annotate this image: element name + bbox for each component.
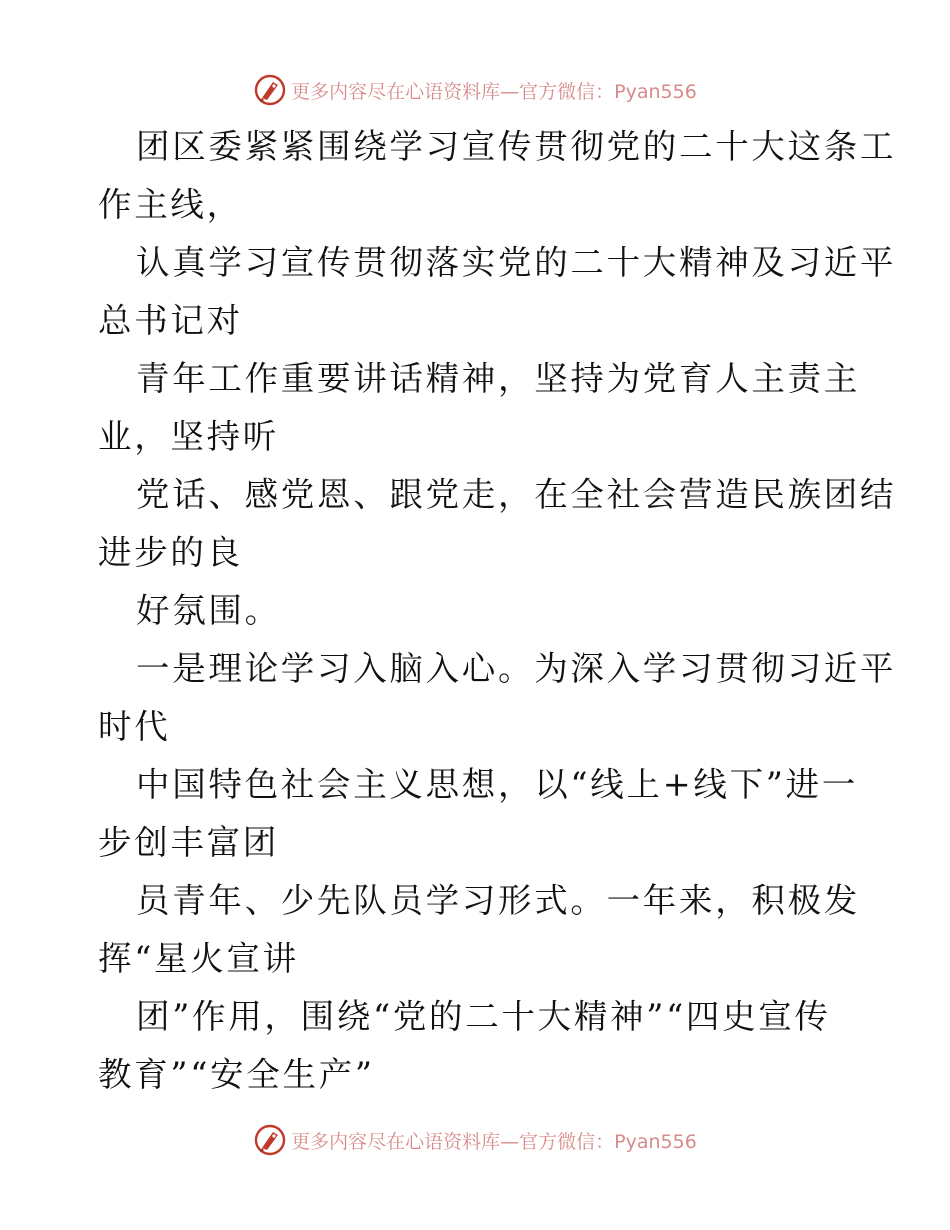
body-line: 好氛围。 bbox=[136, 591, 281, 630]
body-line: 青年工作重要讲话精神，坚持为党育人主责主 bbox=[136, 359, 860, 398]
body-line: 教育”“安全生产” bbox=[98, 1055, 375, 1094]
body-line: 时代 bbox=[98, 707, 171, 746]
body-line: 业，坚持听 bbox=[98, 417, 279, 456]
body-line: 员青年、少先队员学习形式。一年来，积极发 bbox=[136, 881, 860, 920]
body-line: 作主线， bbox=[98, 185, 243, 224]
body-line: 中国特色社会主义思想，以“线上+线下”进一 bbox=[136, 765, 859, 804]
body-line: 进步的良 bbox=[98, 533, 243, 572]
body-line: 步创丰富团 bbox=[98, 823, 279, 862]
body-line: 一是理论学习入脑入心。为深入学习贯彻习近平 bbox=[136, 649, 897, 688]
pen-nib-logo-icon bbox=[253, 1123, 287, 1157]
body-line: 总书记对 bbox=[98, 301, 243, 340]
header-banner-text: 更多内容尽在心语资料库—官方微信：Pyan556 bbox=[291, 80, 697, 103]
body-line: 挥“星火宣讲 bbox=[98, 939, 299, 978]
header-banner bbox=[0, 70, 950, 110]
body-line: 团”作用，围绕“党的二十大精神”“四史宣传 bbox=[136, 997, 831, 1036]
document-body bbox=[98, 118, 897, 1104]
pen-nib-logo-icon bbox=[253, 73, 287, 107]
footer-banner bbox=[0, 1120, 950, 1160]
body-line: 认真学习宣传贯彻落实党的二十大精神及习近平 bbox=[136, 243, 897, 282]
body-line: 党话、感党恩、跟党走，在全社会营造民族团结 bbox=[136, 475, 897, 514]
body-line: 团区委紧紧围绕学习宣传贯彻党的二十大这条工 bbox=[136, 127, 897, 166]
footer-banner-text: 更多内容尽在心语资料库—官方微信：Pyan556 bbox=[291, 1130, 697, 1153]
